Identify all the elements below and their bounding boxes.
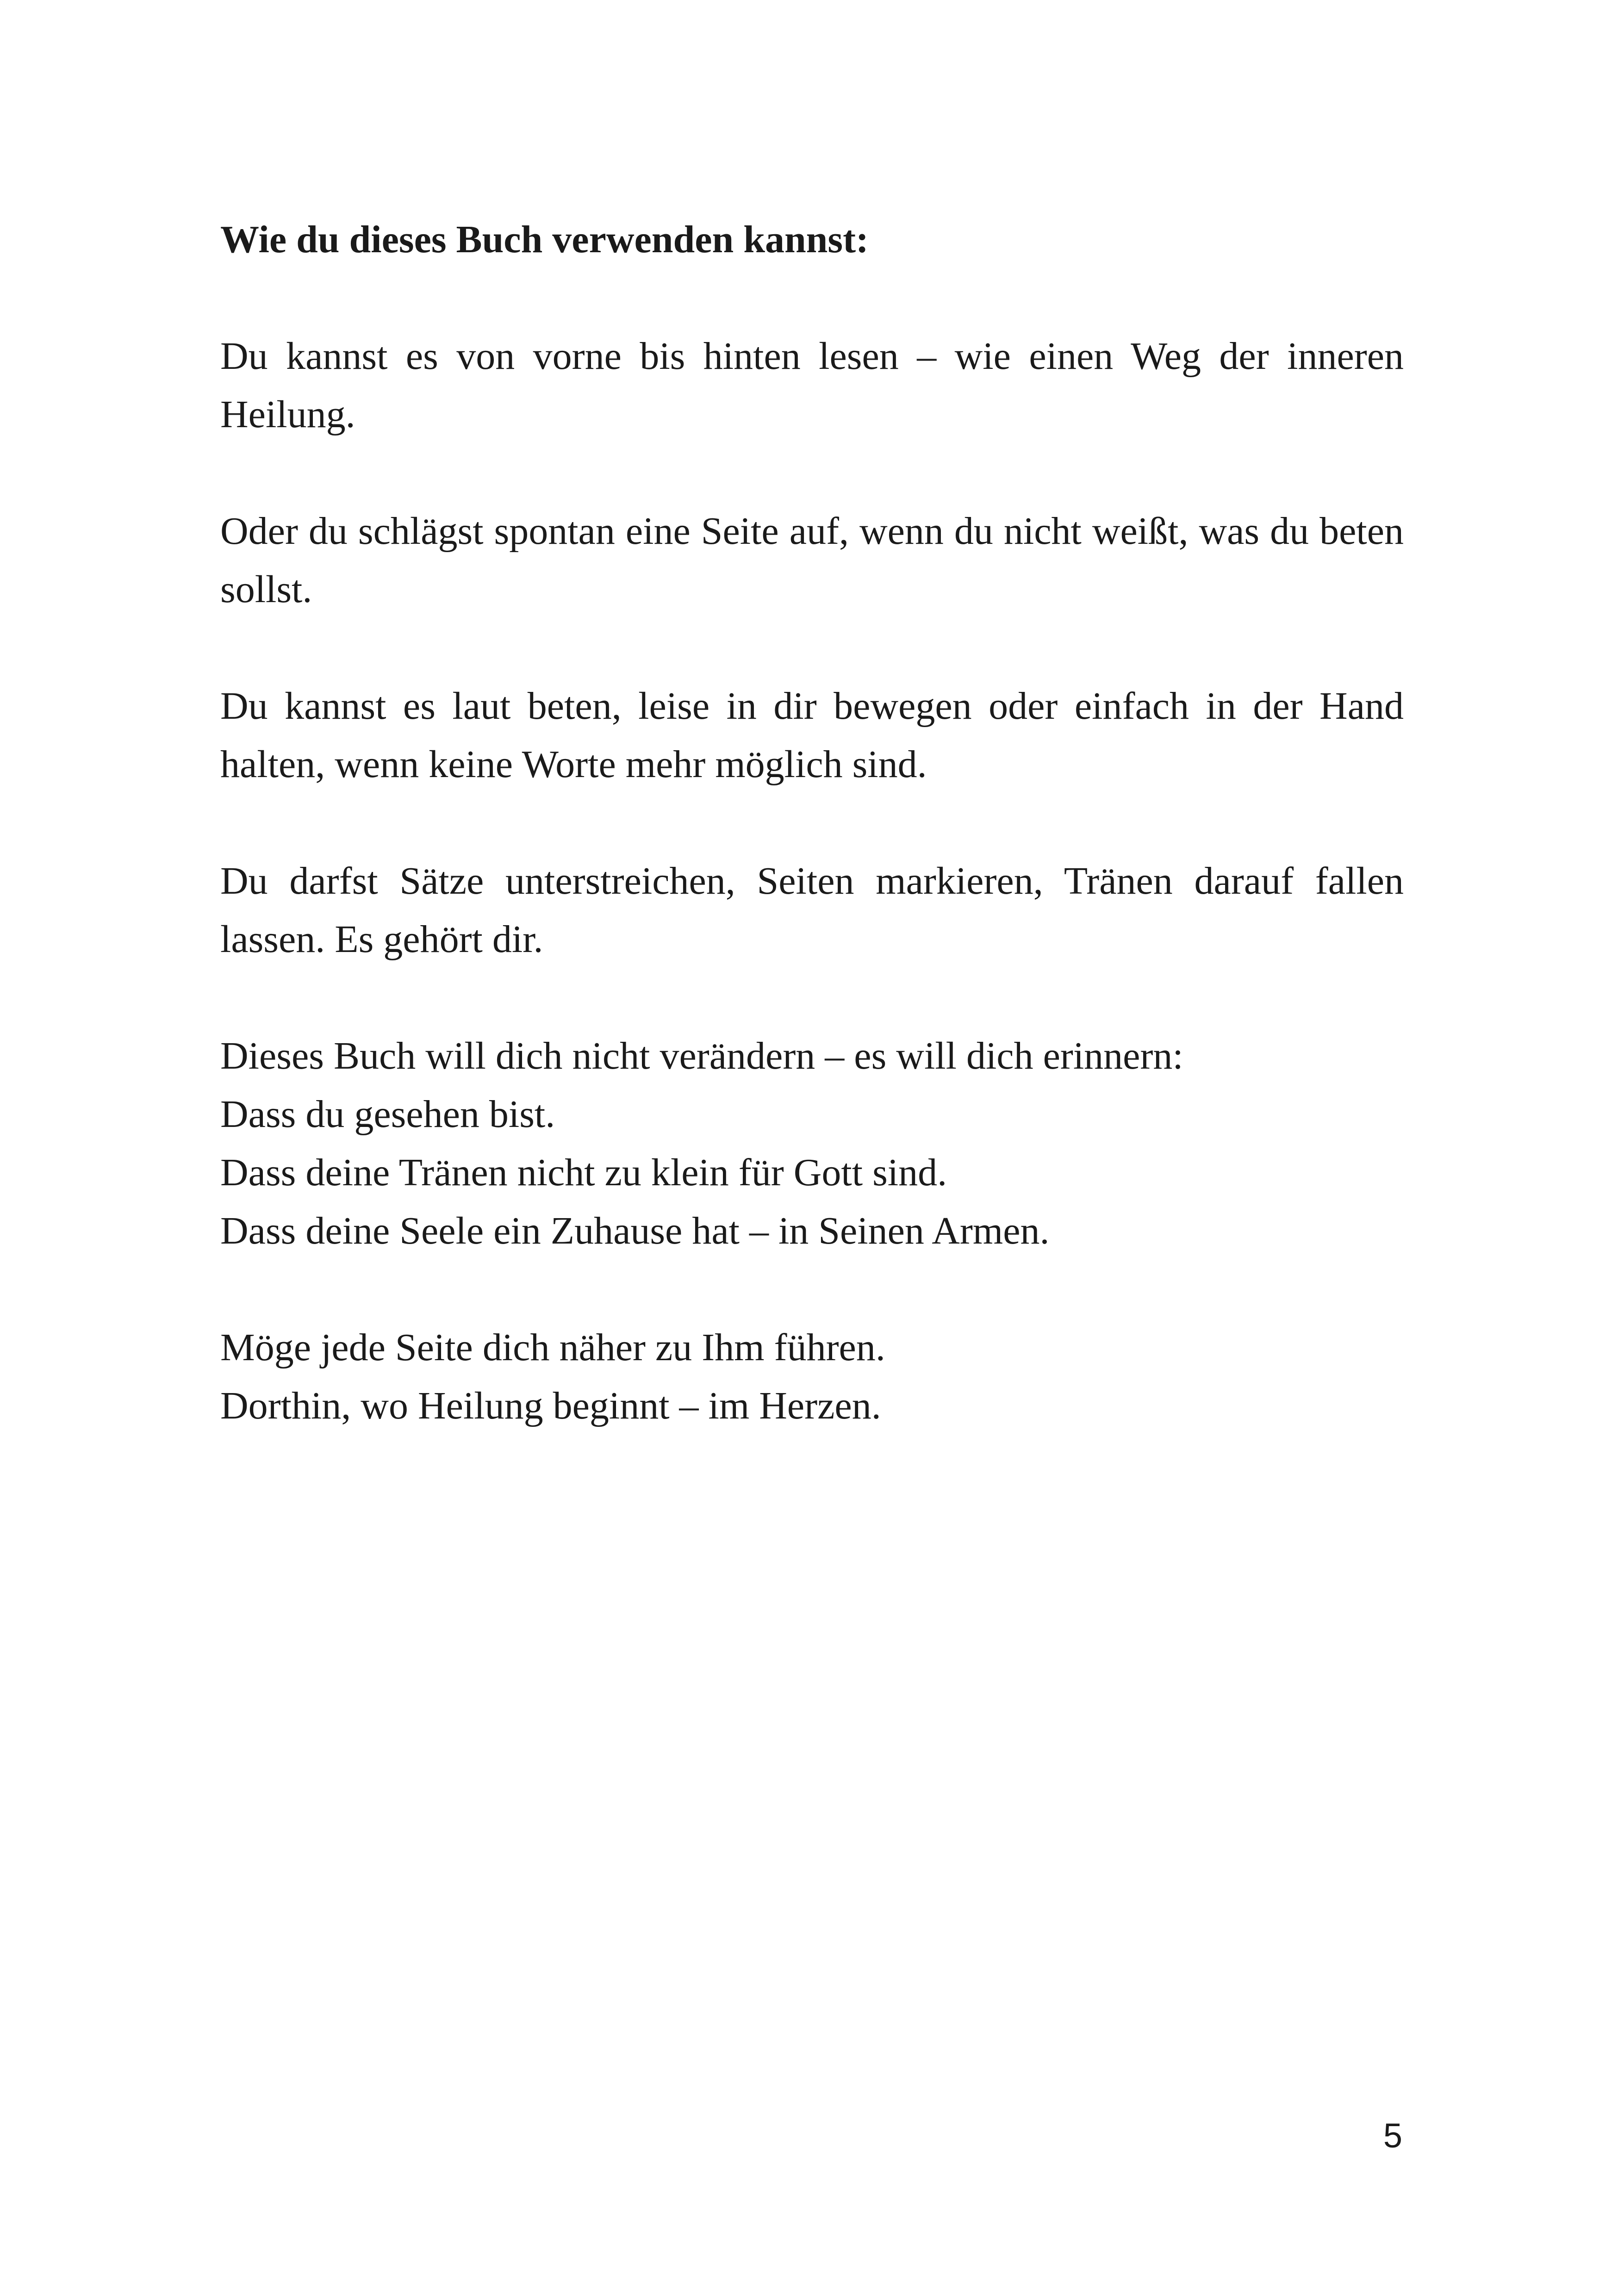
section-heading: Wie du dieses Buch verwenden kannst: xyxy=(220,218,869,261)
paragraph-read-through: Du kannst es von vorne bis hinten lesen – wie einen Weg der inneren Heilung. xyxy=(220,335,1404,436)
page-number: 5 xyxy=(1383,2116,1402,2155)
closing-block xyxy=(220,1319,1404,1435)
reminder-line: Dass deine Tränen nicht zu klein für Gott sind. xyxy=(220,1151,947,1194)
reminder-line: Dass deine Seele ein Zuhause hat – in Seinen Armen. xyxy=(220,1209,1050,1252)
reminder-line: Dieses Buch will dich nicht verändern – es will dich erinnern: xyxy=(220,1034,1183,1077)
reminder-block xyxy=(220,1027,1404,1260)
reminder-line: Dass du gesehen bist. xyxy=(220,1093,555,1136)
page-content xyxy=(220,211,1404,1435)
paragraph-pray-aloud: Du kannst es laut beten, leise in dir bewegen oder einfach in der Hand halten, wenn keine Worte mehr möglich sind. xyxy=(220,684,1404,786)
paragraph-open-spontaneously: Oder du schlägst spontan eine Seite auf, wenn du nicht weißt, was du beten sollst. xyxy=(220,510,1404,611)
closing-line: Dorthin, wo Heilung beginnt – im Herzen. xyxy=(220,1384,881,1427)
paragraph-mark-pages: Du darfst Sätze unterstreichen, Seiten markieren, Tränen darauf fallen lassen. Es gehört dir. xyxy=(220,859,1404,961)
closing-line: Möge jede Seite dich näher zu Ihm führen. xyxy=(220,1326,885,1369)
